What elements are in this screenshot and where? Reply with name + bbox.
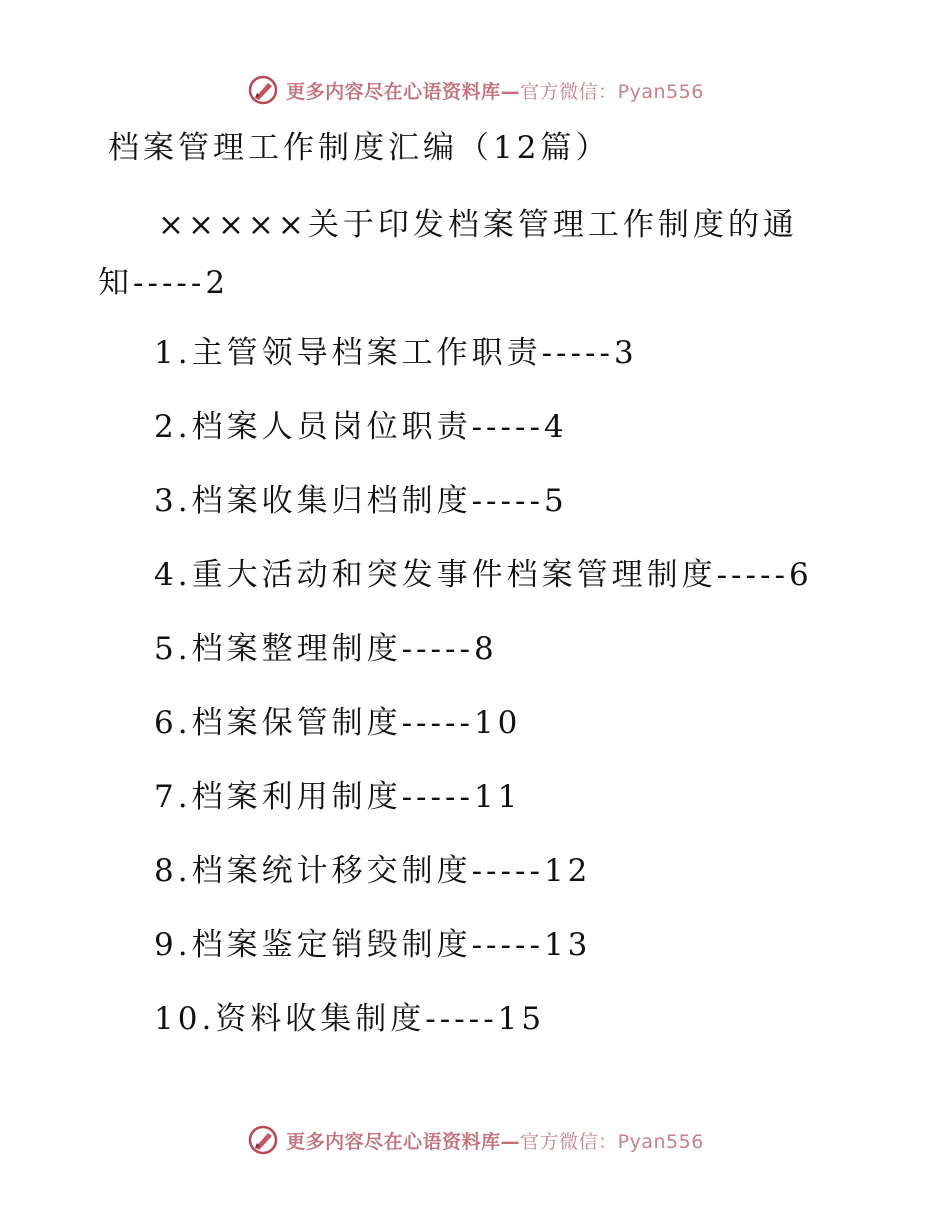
header-banner bbox=[0, 70, 950, 110]
toc-item: 2.档案人员岗位职责-----4 bbox=[154, 409, 568, 445]
toc-item: 10.资料收集制度-----15 bbox=[154, 1001, 546, 1037]
banner-wechat: 官方微信：Pyan556 bbox=[520, 80, 704, 103]
toc-item: 4.重大活动和突发事件档案管理制度-----6 bbox=[154, 557, 813, 593]
pen-circle-icon bbox=[246, 1123, 280, 1157]
toc-item: 1.主管领导档案工作职责-----3 bbox=[154, 335, 638, 371]
table-of-contents bbox=[154, 326, 813, 1066]
banner-text: 更多内容尽在心语资料库—官方微信：Pyan556 bbox=[286, 80, 704, 103]
footer-banner bbox=[0, 1120, 950, 1160]
pen-circle-icon bbox=[246, 73, 280, 107]
banner-text: 更多内容尽在心语资料库—官方微信：Pyan556 bbox=[286, 1130, 704, 1153]
banner-wechat: 官方微信：Pyan556 bbox=[520, 1130, 704, 1153]
document-title: 档案管理工作制度汇编（12篇） bbox=[108, 130, 611, 166]
toc-item: 7.档案利用制度-----11 bbox=[154, 779, 522, 815]
notice-entry: ×××××关于印发档案管理工作制度的通知-----2 bbox=[98, 207, 798, 301]
toc-item: 3.档案收集归档制度-----5 bbox=[154, 483, 568, 519]
toc-item: 8.档案统计移交制度-----12 bbox=[154, 853, 592, 889]
toc-item: 9.档案鉴定销毁制度-----13 bbox=[154, 927, 592, 963]
toc-item: 5.档案整理制度-----8 bbox=[154, 631, 498, 667]
toc-item: 6.档案保管制度-----10 bbox=[154, 705, 522, 741]
